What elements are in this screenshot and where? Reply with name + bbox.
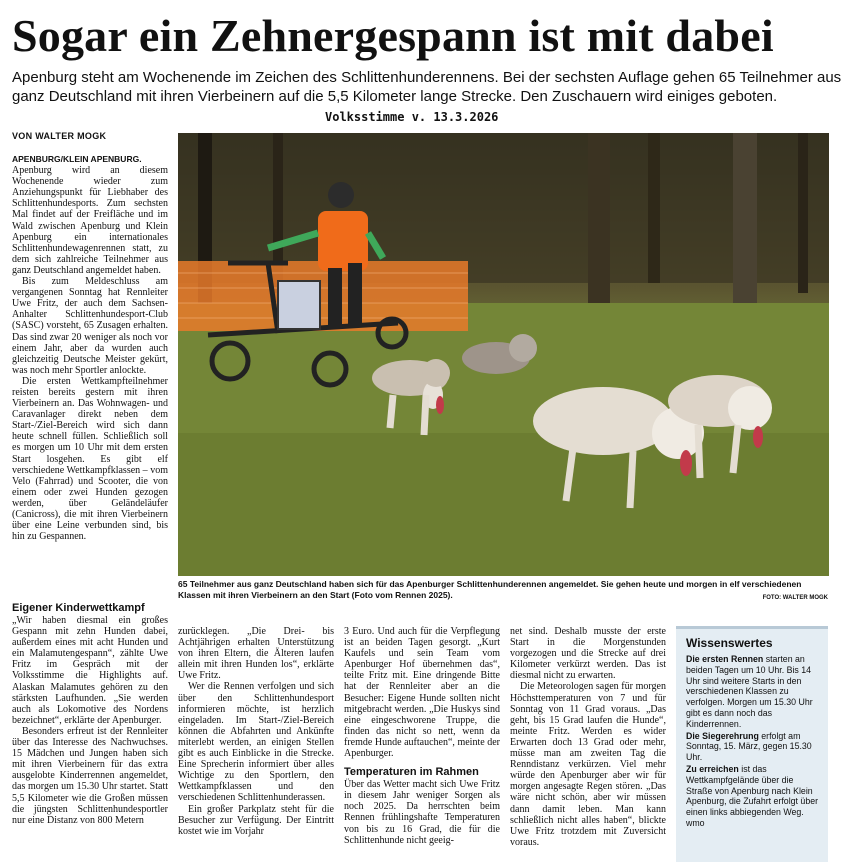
subhead-temperaturen: Temperaturen im Rahmen [344,766,479,779]
infobox-wissenswertes [676,626,828,862]
infobox-top-border [676,626,828,629]
paragraph: Die ersten Wettkampfteilnehmer reisten bereits gestern mit ihren Vierbeinern an. Das Wohnwagen- und Caravanlager direkt neben dem Start-/Ziel-Bereich wird sich dann heute schnell füllen. Schließlich soll es morgen um 10 Uhr mit dem ersten Start losgehen. Es gibt elf verschiedene Wettkampfklassen – vom Velo (Fahrrad) und Scooter, die von einem oder zwei Hunden gezogen werden, über Geländeläufer (Canicross), die mit ihren Vierbeinern über eine Leine verbunden sind, bis hin zu Gespannen. [12,375,168,543]
byline: VON WALTER MOGK [12,131,107,141]
infobox-item [686,731,822,763]
infobox-title: Wissenswertes [686,636,773,650]
infobox-item-label: Die ersten Rennen [686,654,764,664]
infobox-item-text: ist das Wettkampfgelände über die Straße von Apenburg nach Klein Apenburg, die Zufahrt erfolgt über einen links abbiegenden Weg. wmo [686,763,819,828]
paragraph: „Wir haben diesmal ein großes Gespann mit zehn Hunden dabei, außerdem eines mit acht Hunden und ein Malamutengespann“, zählte Uwe Fritz im Gespräch mit der Volksstimme die Highlights auf. Alaskan Malamutes gehören zu den stärksten Laufhunden. „Sie werden auch als Lokomotive des Nordens bezeichnet“, erklärte der Apenburger. [12,615,168,726]
paragraph: Besonders erfreut ist der Rennleiter über das Interesse des Nachwuchses. 15 Mädchen und Jungen haben sich mit ihren Vierbeinern für das extra ausgelobte Kinderrennen angemeldet, das morgen um 15.30 Uhr startet. Statt 5,5 Kilometer wie die Großen müssen die jüngsten Schlittenhundesportler nur eine Distanz von 800 Metern [12,725,168,826]
paragraph: Ein großer Parkplatz steht für die Besucher zur Verfügung. Der Eintritt kostet wie im Vorjahr [178,803,334,837]
subhead-kinderwettkampf: Eigener Kinderwettkampf [12,602,145,614]
infobox-item-label: Zu erreichen [686,763,739,774]
headline: Sogar ein Zehnergespann ist mit dabei [12,10,774,61]
infobox-item-text: starten an beiden Tagen um 10 Uhr. Bis 14 Uhr sind weitere Starts in den verschiedenen Klassen zu verfolgen. Morgen um 15.30 Uhr gibt es dann noch das Kinderrennen. [686,654,813,729]
photo-caption: 65 Teilnehmer aus ganz Deutschland haben sich für das Apenburger Schlittenhunderennen angemeldet. Sie gehen heute und morgen in elf verschiedenen Klassen mit ihren Vierbeinern an den Start (Foto vom Rennen 2025). [178,579,802,600]
column-1-upper [12,154,168,542]
paragraph: Apenburg wird an diesem Wochenende wieder zum Anziehungspunkt für Liebhaber des Schlittenhundesports. Zum sechsten Mal findet auf der Freifläche und im Wald zwischen Apenburg und Klein Apenburg ein internationales Schlittenhundewagenrennen statt, zu dem sich zahlreiche Teilnehmer aus ganz Deutschland angemeldet haben. [12,165,168,276]
lead-paragraph: Apenburg steht am Wochenende im Zeichen des Schlittenhunderennens. Bei der sechsten Auflage gehen 65 Teilnehmer aus ganz Deutschland mit ihren Vierbeinern auf die 5,5 Kilometer lange Strecke. Den Zuschauern wird einiges geboten. [12,69,842,105]
race-photo [178,133,829,576]
source-stamp: Volksstimme v. 13.3.2026 [325,110,499,124]
sled-dog-race-illustration [178,133,829,576]
infobox-item [686,764,822,829]
column-4 [510,626,666,848]
column-2 [178,626,334,837]
dateline: APENBURG/KLEIN APENBURG. [12,154,142,164]
photo-credit: FOTO: WALTER MOGK [762,595,828,601]
paragraph: Wer die Rennen verfolgen und sich über den Schlittenhundesport informieren möchte, ist herzlich eingeladen. Im Start-/Ziel-Bereich können die Abfahrten und Ankünfte miterlebt werden, an einigen Stellen gibt es auch Einblicke in die Strecke. Eine Sprecherin informiert über alles Wichtige zu den Sportlern, den Wettkampfklassen und den verschiedenen Schlittenhunderassen. [178,681,334,804]
infobox-item [686,654,822,730]
paragraph: Über das Wetter macht sich Uwe Fritz in diesem Jahr weniger Sorgen als noch 2025. Da herrschten beim Rennen frühlingshafte Temperaturen von bis zu 16 Grad, die für die Schlittenhunde nicht geeig- [344,779,500,846]
infobox-body [676,654,828,829]
paragraph: Die Meteorologen sagen für morgen Höchsttemperaturen von 7 und für Sonntag von 11 Grad voraus. „Das geht, bis 15 Grad laufen die Hunde“, meinte Fritz. Werden es wider Erwarten doch 13 Grad oder mehr, müsse man am zweiten Tag die Renndistanz verkürzen. Viel mehr würde den Apenburger aber wir für morgen angesagte Regen stören. „Das wäre nicht schön, aber wir müssen dann damit leben. Man kann schließlich nicht alles haben“, blickte Uwe Fritz trotzdem mit Zuversicht voraus. [510,681,666,848]
paragraph: Bis zum Meldeschluss am vergangenen Sonntag hat Rennleiter Uwe Fritz, der auch dem Sachsen-Anhalter Schlittenhundesport-Club (SASC) vorsteht, 65 Zusagen erhalten. Das sind zwar 20 weniger als noch vor einem Jahr, aber da wurden auch gleichzeitig Deutsche Meister gekürt, was noch mehr Sportler anlockte. [12,276,168,376]
paragraph: net sind. Deshalb musste der erste Start in die Morgenstunden vorgezogen und die Strecke auf drei Kilometer verkürzt werden. Das ist diesmal nicht zu erwarten. [510,626,666,682]
column-3 [344,626,500,846]
infobox-item-text: erfolgt am Sonntag, 15. März, gegen 15.30 Uhr. [686,730,812,763]
paragraph: 3 Euro. Und auch für die Verpflegung ist an beiden Tagen gesorgt. „Kurt Kaufels und sein Team vom Apenburger Hof übernehmen das“, teilte Fritz mit. Eine dringende Bitte hat der Rennleiter aber an die Besucher: Eigene Hunde sollten nicht mitgebracht werden. „Die Huskys sind eine eingeschworene Truppe, die finden das nicht so nett, wenn da fremde Hunde auftauchen“, meinte der Apenburger. [344,626,500,760]
paragraph: zurücklegen. „Die Drei- bis Achtjährigen erhalten Unterstützung von ihren Eltern, die Älteren laufen allein mit ihren Hunden los“, erklärte Uwe Fritz. [178,626,334,682]
column-1-lower [12,601,168,826]
infobox-item-label: Die Siegerehrung [686,730,759,741]
